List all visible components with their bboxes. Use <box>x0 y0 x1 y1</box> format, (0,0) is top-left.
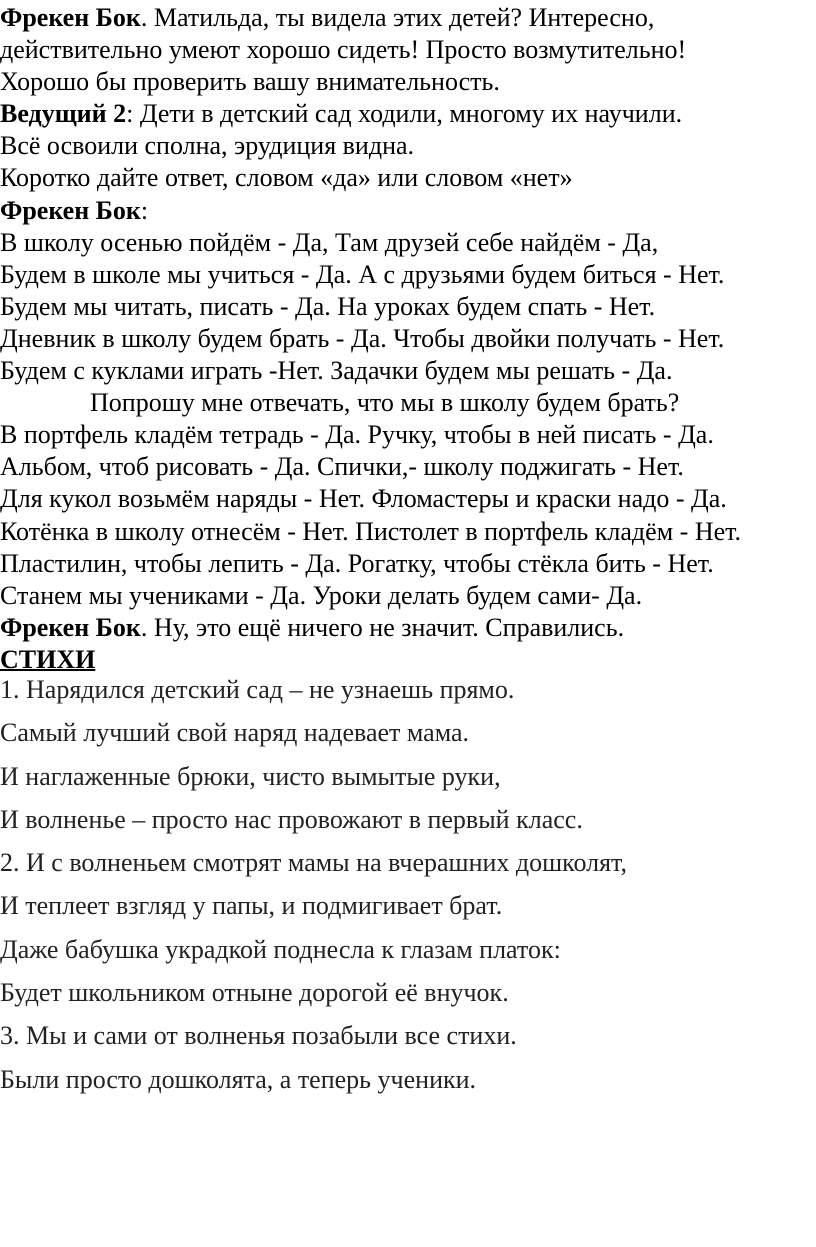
section-heading: СТИХИ <box>0 644 96 674</box>
dialogue-line: Будем мы читать, писать - Да. На уроках будем спать - Нет. <box>0 291 656 321</box>
line-text: . Ну, это ещё ничего не значит. Справились. <box>140 612 625 642</box>
dialogue-line: Альбом, чтоб рисовать - Да. Спички,- школу поджигать - Нет. <box>0 452 684 482</box>
dialogue-line <box>0 612 812 644</box>
speaker-name: Ведущий 2 <box>0 99 127 129</box>
poem-line: Будет школьником отныне дорогой её внучок. <box>0 978 509 1008</box>
dialogue-line: Пластилин, чтобы лепить - Да. Рогатку, чтобы стёкла бить - Нет. <box>0 548 714 578</box>
dialogue-line: В портфель кладём тетрадь - Да. Ручку, чтобы в ней писать - Да. <box>0 420 714 450</box>
dialogue-line: Будем в школе мы учиться - Да. А с друзьями будем биться - Нет. <box>0 259 725 289</box>
line-text: . Матильда, ты видела этих детей? Интересно, <box>140 3 655 32</box>
poem-line: И теплеет взгляд у папы, и подмигивает брат. <box>0 891 503 921</box>
poem-section <box>0 674 812 1107</box>
poem-line: Были просто дошколята, а теперь ученики. <box>0 1064 477 1094</box>
dialogue-line <box>0 2 812 34</box>
speaker-name: Фрекен Бок <box>0 195 141 225</box>
dialogue-line: Станем мы учениками - Да. Уроки делать будем сами- Да. <box>0 580 643 610</box>
dialogue-line: Дневник в школу будем брать - Да. Чтобы двойки получать - Нет. <box>0 323 725 353</box>
dialogue-line: Коротко дайте ответ, словом «да» или словом «нет» <box>0 163 573 193</box>
poem-line: Даже бабушка украдкой поднесла к глазам платок: <box>0 934 561 964</box>
section-heading-line <box>0 644 812 676</box>
speaker-name: Фрекен Бок <box>0 612 141 642</box>
dialogue-line: действительно умеют хорошо сидеть! Просто возмутительно! <box>0 35 687 65</box>
dialogue-line <box>0 98 812 130</box>
dialogue-line: В школу осенью пойдём - Да, Там друзей себе найдём - Да, <box>0 227 659 257</box>
poem-line: 3. Мы и сами от волненья позабыли все стихи. <box>0 1021 517 1051</box>
dialogue-line: Для кукол возьмём наряды - Нет. Фломастеры и краски надо - Да. <box>0 484 727 514</box>
dialogue-line: Котёнка в школу отнесём - Нет. Пистолет в портфель кладём - Нет. <box>0 516 742 546</box>
dialogue-line: Хорошо бы проверить вашу внимательность. <box>0 67 500 97</box>
dialogue-line: Попрошу мне отвечать, что мы в школу будем брать? <box>90 388 680 418</box>
line-text: : Дети в детский сад ходили, многому их научили. <box>126 99 683 129</box>
speaker-name: Фрекен Бок <box>0 3 141 32</box>
dialogue-line <box>0 195 812 227</box>
poem-line: И наглаженные брюки, чисто вымытые руки, <box>0 761 501 791</box>
line-text: : <box>140 195 149 225</box>
poem-line: 1. Нарядился детский сад – не узнаешь прямо. <box>0 675 515 704</box>
poem-line: Самый лучший свой наряд надевает мама. <box>0 718 470 748</box>
poem-line: 2. И с волненьем смотрят мамы на вчерашних дошколят, <box>0 848 627 878</box>
dialogue-line: Всё освоили сполна, эрудиция видна. <box>0 131 415 161</box>
dialogue-section <box>0 2 812 676</box>
poem-line: И волненье – просто нас провожают в первый класс. <box>0 804 583 834</box>
dialogue-line: Будем с куклами играть -Нет. Задачки будем мы решать - Да. <box>0 356 673 386</box>
